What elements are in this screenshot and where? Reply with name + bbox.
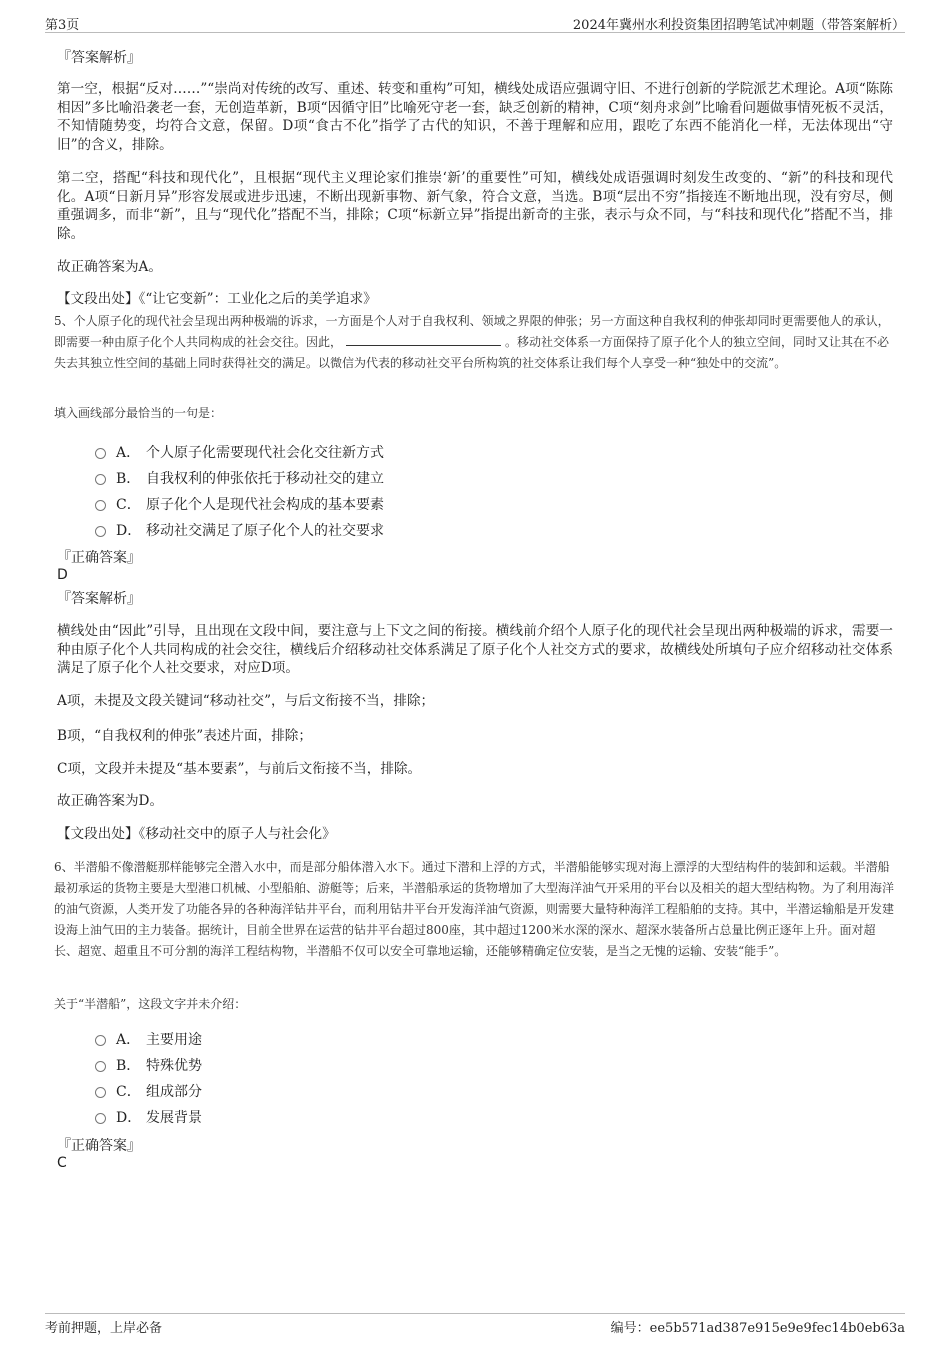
radio-icon[interactable]: [95, 1061, 106, 1072]
radio-icon[interactable]: [95, 1113, 106, 1124]
correct-answer: D: [57, 567, 68, 583]
answer-conclusion: 故正确答案为A。: [57, 259, 162, 275]
option-c[interactable]: C． 原子化个人是现代社会构成的基本要素: [95, 491, 695, 517]
radio-icon[interactable]: [95, 448, 106, 459]
document-id: 编号：ee5b571ad387e915e9e9fec14b0eb63a: [610, 1321, 905, 1336]
analysis-paragraph: 横线处由“因此”引导，且出现在文段中间，要注意与上下文之间的衔接。横线前介绍个人原子化的现代社会呈现出两种极端的诉求，需要一种由原子化个人共同构成的社会交往，横线后介绍移动社交体系满足了原子化个人社交方式的要求，故横线处所填句子应介绍移动社交体系满足了原子化个人社交要求，对应D项。: [57, 623, 893, 676]
page-header: [45, 14, 905, 33]
option-list: [95, 439, 695, 543]
option-b[interactable]: B． 自我权利的伸张依托于移动社交的建立: [95, 465, 695, 491]
option-b[interactable]: B． 特殊优势: [95, 1052, 695, 1078]
question-prompt: 关于“半潜船”，这段文字并未介绍：: [54, 997, 247, 1011]
answer-label: 『正确答案』: [57, 550, 141, 566]
correct-answer: C: [57, 1155, 67, 1171]
question-stem: 6、半潜船不像潜艇那样能够完全潜入水中，而是部分船体潜入水下。通过下潜和上浮的方式，半潜船能够实现对海上漂浮的大型结构件的装卸和运载。半潜船最初承运的货物主要是大型港口机械、小型船舶、游艇等；后来，半潜船承运的货物增加了大型海洋油气开采用的平台以及相关的超大型结构物。为了利用海洋的油气资源，人类开发了功能各异的各种海洋钻井平台，而利用钻井平台开发海洋油气资源，则需要大量特种海洋工程船舶的支持。其中，半潜运输船是开发建设海上油气田的主力装备。据统计，目前全世界在运营的钻井平台超过800座，其中超过1200米水深的深水、超深水装备所占总量比例正逐年上升。面对超长、超宽、超重且不可分割的海洋工程结构物，半潜船不仅可以安全可靠地运输，还能够精确定位安装，是当之无愧的运输、安装“能手”。: [54, 860, 895, 958]
option-d[interactable]: D． 发展背景: [95, 1104, 695, 1130]
page-footer: [45, 1313, 905, 1334]
analysis-paragraph: 第二空，搭配“科技和现代化”，且根据“现代主义理论家们推崇‘新’的重要性”可知，横线处成语强调时刻发生改变的、“新”的科技和现代化。A项“日新月异”形容发展或进步迅速，不断出现新事物、新气象，符合文意，当选。B项“层出不穷”指接连不断地出现，没有穷尽，侧重强调多，而非“新”，且与“现代化”搭配不当，排除；C项“标新立异”指提出新奇的主张，表示与众不同，与“科技和现代化”搭配不当，排除。: [57, 170, 893, 242]
source-citation: 【文段出处】《“让它变新”：工业化之后的美学追求》: [57, 291, 377, 307]
analysis-label: 『答案解析』: [57, 50, 141, 66]
radio-icon[interactable]: [95, 1087, 106, 1098]
document-title: 2024年冀州水利投资集团招聘笔试冲刺题（带答案解析）: [572, 18, 905, 33]
radio-icon[interactable]: [95, 1035, 106, 1046]
radio-icon[interactable]: [95, 474, 106, 485]
radio-icon[interactable]: [95, 526, 106, 537]
option-note-a: A项，未提及文段关键词“移动社交”，与后文衔接不当，排除；: [57, 693, 435, 709]
source-citation: 【文段出处】《移动社交中的原子人与社会化》: [57, 826, 336, 842]
option-note-b: B项，“自我权利的伸张”表述片面，排除；: [57, 728, 312, 744]
analysis-paragraph: 第一空，根据“反对……”“崇尚对传统的改写、重述、转变和重构”可知，横线处成语应强调守旧、不进行创新的学院派艺术理论。A项“陈陈相因”多比喻沿袭老一套，无创造革新，B项“因循守旧”比喻死守老一套，缺乏创新的精神，C项“刻舟求剑”比喻看问题做事情死板不灵活，不知情随势变，均符合文意，保留。D项“食古不化”指学了古代的知识，不善于理解和应用，跟吃了东西不能消化一样，无法体现出“守旧”的含义，排除。: [57, 81, 893, 153]
analysis-label: 『答案解析』: [57, 591, 141, 607]
option-list: [95, 1026, 695, 1130]
question-stem: 5、个人原子化的现代社会呈现出两种极端的诉求，一方面是个人对于自我权利、领域之界限的伸张；另一方面这种自我权利的伸张却同时更需要他人的承认，即需要一种由原子化个人共同构成的社会交往。因此， 。移动社交体系一方面保持了原子化个人的独立空间，同时又让其在不必失去其独立性空间的基础上同时获得社交的满足。以微信为代表的移动社交平台所构筑的社交体系让我们每个人享受一种“独处中的交流”。: [54, 314, 890, 370]
footer-slogan: 考前押题，上岸必备: [45, 1321, 163, 1336]
option-a[interactable]: A． 主要用途: [95, 1026, 695, 1052]
question-prompt: 填入画线部分最恰当的一句是：: [54, 406, 223, 420]
fill-blank: [346, 333, 501, 346]
option-c[interactable]: C． 组成部分: [95, 1078, 695, 1104]
answer-label: 『正确答案』: [57, 1138, 141, 1154]
page-number: 第3页: [45, 18, 80, 33]
answer-conclusion: 故正确答案为D。: [57, 793, 164, 809]
option-a[interactable]: A． 个人原子化需要现代社会化交往新方式: [95, 439, 695, 465]
option-note-c: C项，文段并未提及“基本要素”，与前后文衔接不当，排除。: [57, 761, 422, 777]
option-d[interactable]: D． 移动社交满足了原子化个人的社交要求: [95, 517, 695, 543]
radio-icon[interactable]: [95, 500, 106, 511]
